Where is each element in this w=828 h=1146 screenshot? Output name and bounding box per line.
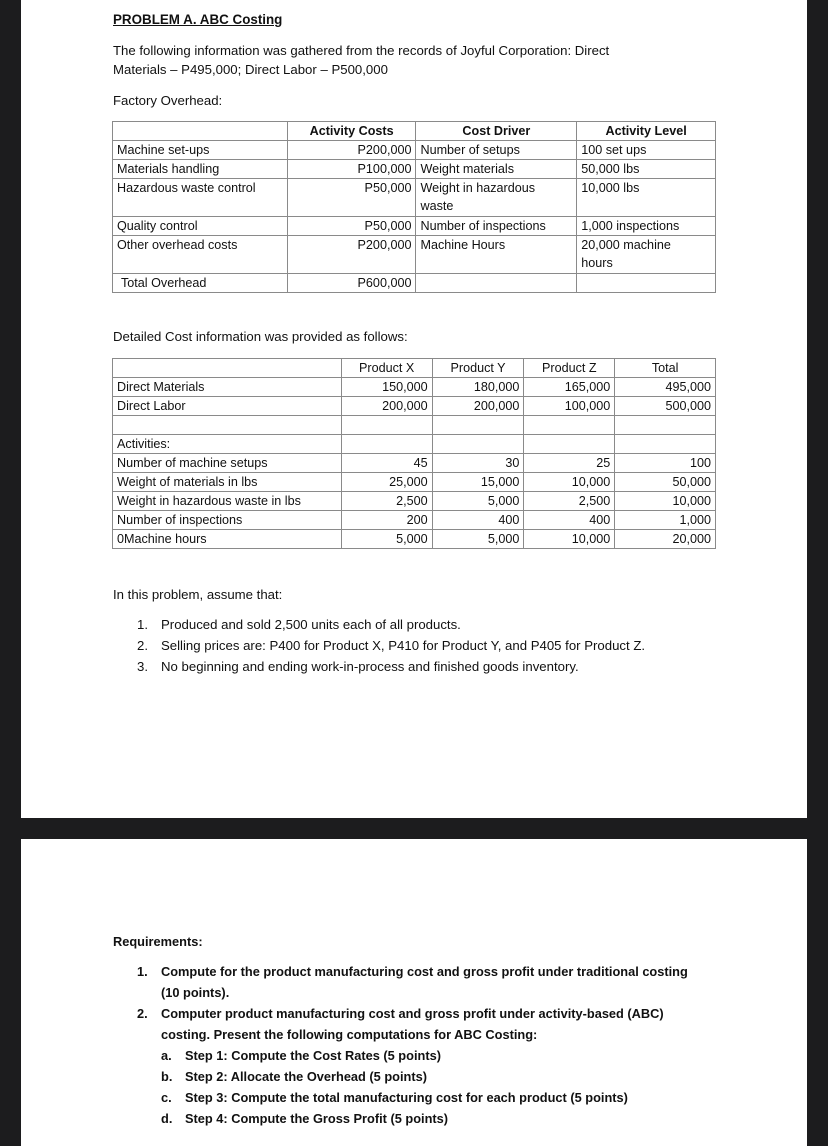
total-value: 20,000 [615,530,716,549]
step-text: Step 1: Compute the Cost Rates (5 points) [185,1048,441,1063]
product-y-value: 200,000 [432,397,524,416]
total-value: 1,000 [615,511,716,530]
item-number: 1. [137,617,148,632]
product-x-value: 25,000 [341,473,432,492]
overhead-row [113,179,716,217]
product-x-value: 45 [341,454,432,473]
activities-label-row [113,435,716,454]
item-number: 1. [137,964,148,979]
row-label: Weight of materials in lbs [113,473,342,492]
header-blank [113,359,342,378]
activity-row [113,492,716,511]
total-value: 50,000 [615,473,716,492]
document-page-1 [21,0,807,818]
product-x-value: 200,000 [341,397,432,416]
row-label: Number of machine setups [113,454,342,473]
assumption-item [137,635,645,656]
header-product-x: Product X [341,359,432,378]
activity-row [113,454,716,473]
empty-cell [524,435,615,454]
activity-cost: P50,000 [287,179,416,217]
total-value: 500,000 [615,397,716,416]
intro-line-2: Materials – P495,000; Direct Labor – P500,000 [113,62,388,77]
detail-label: Detailed Cost information was provided as follows: [113,329,408,344]
item-text: Produced and sold 2,500 units each of all products. [161,617,461,632]
requirements-list [137,961,688,1129]
empty-cell [615,435,716,454]
row-label: Number of inspections [113,511,342,530]
activity-name: Quality control [113,217,288,236]
cost-driver [416,179,577,217]
product-x-value: 200 [341,511,432,530]
activity-level [577,236,716,274]
activity-cost: P50,000 [287,217,416,236]
item-number: 2. [137,638,148,653]
step-letter: d. [161,1111,173,1126]
detail-cost-table [112,358,716,549]
activity-level-line-2: hours [581,256,613,270]
empty-cell [341,416,432,435]
cost-driver: Number of inspections [416,217,577,236]
total-overhead-cost: P600,000 [287,274,416,293]
step-text: Step 3: Compute the total manufacturing cost for each product (5 points) [185,1090,628,1105]
step-letter: a. [161,1048,172,1063]
assumption-item [137,656,645,677]
product-z-value: 165,000 [524,378,615,397]
empty-cell [432,435,524,454]
header-cost-driver: Cost Driver [416,122,577,141]
product-z-value: 10,000 [524,530,615,549]
item-text-line-2: (10 points). [161,985,230,1000]
overhead-total-row [113,274,716,293]
product-y-value: 30 [432,454,524,473]
step-letter: c. [161,1090,172,1105]
empty-cell [615,416,716,435]
detail-empty-row [113,416,716,435]
item-number: 2. [137,1006,148,1021]
requirement-item [137,961,688,1003]
empty-cell [524,416,615,435]
empty-cell [341,435,432,454]
step-item [161,1087,688,1108]
header-blank [113,122,288,141]
activity-row [113,473,716,492]
overhead-header-row [113,122,716,141]
row-label: Direct Materials [113,378,342,397]
empty-cell [577,274,716,293]
item-text: Selling prices are: P400 for Product X, P410 for Product Y, and P405 for Product Z. [161,638,646,653]
step-text: Step 4: Compute the Gross Profit (5 points) [185,1111,449,1126]
activity-level: 10,000 lbs [577,179,716,217]
step-letter: b. [161,1069,173,1084]
item-text-line-1: Compute for the product manufacturing cost and gross profit under traditional costing [161,964,688,979]
product-z-value: 100,000 [524,397,615,416]
activity-level: 1,000 inspections [577,217,716,236]
assume-label: In this problem, assume that: [113,587,283,602]
product-x-value: 5,000 [341,530,432,549]
activity-level-line-1: 20,000 machine [581,238,671,252]
step-item [161,1066,688,1087]
header-activity-costs: Activity Costs [287,122,416,141]
intro-line-1: The following information was gathered from the records of Joyful Corporation: Direct [113,43,610,58]
activity-row [113,511,716,530]
activity-name: Materials handling [113,160,288,179]
product-z-value: 25 [524,454,615,473]
row-label: Weight in hazardous waste in lbs [113,492,342,511]
activity-name: Hazardous waste control [113,179,288,217]
step-item [161,1108,688,1129]
factory-overhead-label: Factory Overhead: [113,93,223,108]
product-z-value: 10,000 [524,473,615,492]
row-label: Direct Labor [113,397,342,416]
cost-driver-line-2: waste [420,199,454,213]
detail-row [113,378,716,397]
requirements-label: Requirements: [113,934,203,949]
activity-name: Machine set-ups [113,141,288,160]
row-label: 0Machine hours [113,530,342,549]
total-value: 495,000 [615,378,716,397]
step-text: Step 2: Allocate the Overhead (5 points) [185,1069,428,1084]
total-value: 10,000 [615,492,716,511]
product-z-value: 2,500 [524,492,615,511]
item-text: No beginning and ending work-in-process and finished goods inventory. [161,659,579,674]
empty-cell [416,274,577,293]
assumption-item [137,614,645,635]
header-activity-level: Activity Level [577,122,716,141]
activities-label: Activities: [113,435,342,454]
item-text-line-1: Computer product manufacturing cost and gross profit under activity-based (ABC) [161,1006,664,1021]
overhead-row [113,160,716,179]
product-y-value: 5,000 [432,530,524,549]
activity-cost: P200,000 [287,141,416,160]
activity-cost: P100,000 [287,160,416,179]
cost-driver: Number of setups [416,141,577,160]
overhead-row [113,141,716,160]
total-value: 100 [615,454,716,473]
cost-driver-line-1: Weight in hazardous [420,181,536,195]
assumptions-list [137,614,645,677]
overhead-row [113,236,716,274]
cost-driver: Weight materials [416,160,577,179]
overhead-row [113,217,716,236]
empty-cell [113,416,342,435]
total-overhead-label: Total Overhead [113,274,288,293]
item-number: 3. [137,659,148,674]
requirement-item [137,1003,688,1129]
document-page-2 [21,839,807,1146]
cost-driver: Machine Hours [416,236,577,274]
item-text-line-2: costing. Present the following computations for ABC Costing: [161,1027,538,1042]
header-product-y: Product Y [432,359,524,378]
problem-title: PROBLEM A. ABC Costing [113,12,283,27]
detail-row [113,397,716,416]
product-y-value: 5,000 [432,492,524,511]
product-y-value: 15,000 [432,473,524,492]
activity-level: 50,000 lbs [577,160,716,179]
abc-steps-list [161,1045,688,1129]
product-y-value: 180,000 [432,378,524,397]
activity-level: 100 set ups [577,141,716,160]
activity-cost: P200,000 [287,236,416,274]
header-total: Total [615,359,716,378]
activity-name: Other overhead costs [113,236,288,274]
detail-header-row [113,359,716,378]
empty-cell [432,416,524,435]
product-x-value: 2,500 [341,492,432,511]
step-item [161,1045,688,1066]
product-z-value: 400 [524,511,615,530]
header-product-z: Product Z [524,359,615,378]
overhead-table [112,121,716,293]
activity-row [113,530,716,549]
product-x-value: 150,000 [341,378,432,397]
product-y-value: 400 [432,511,524,530]
